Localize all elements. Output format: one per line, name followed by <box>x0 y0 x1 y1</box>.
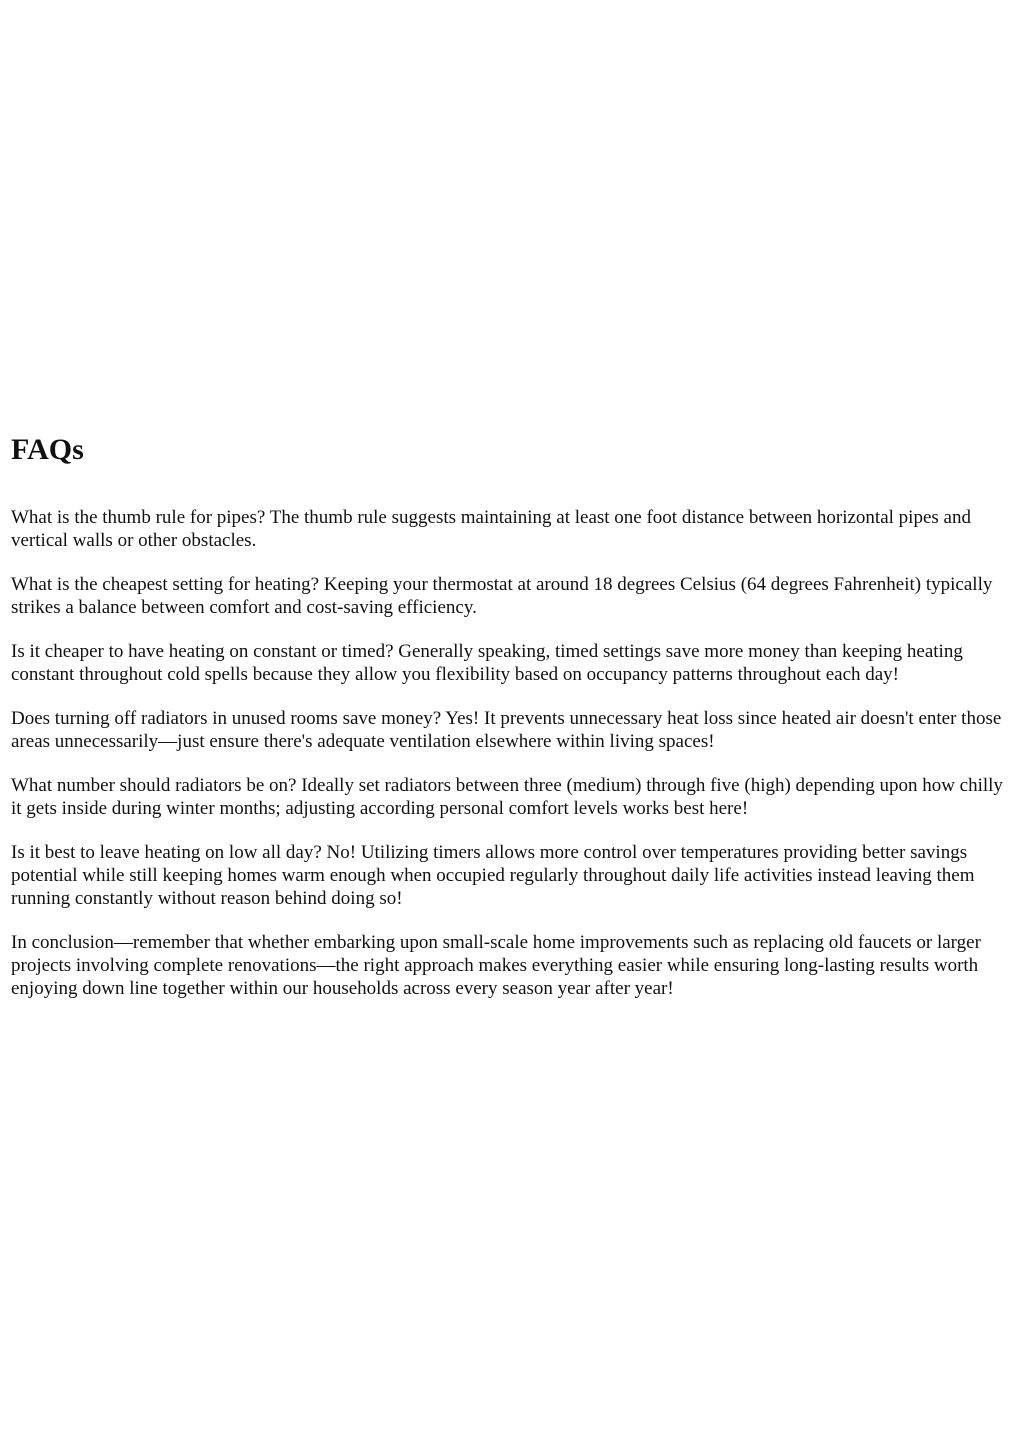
faq-paragraph-low-all-day: Is it best to leave heating on low all day? No! Utilizing timers allows more control over temperatures providing better savings potential while still keeping homes warm enough when occupied regularly throughout daily life activities instead leaving them running constantly without reason behind doing so! <box>11 842 975 909</box>
faq-paragraph-constant-or-timed: Is it cheaper to have heating on constant or timed? Generally speaking, timed settings save more money than keeping heating constant throughout cold spells because they allow you flexibility based on occupancy patterns throughout each day! <box>11 641 963 685</box>
conclusion-paragraph: In conclusion—remember that whether embarking upon small-scale home improvements such as replacing old faucets or larger projects involving complete renovations—the right approach makes everything easier while ensuring long-lasting results worth enjoying down line together within our households across every season year after year! <box>11 932 981 999</box>
section-title: FAQs <box>11 433 84 466</box>
faq-paragraph-unused-rooms: Does turning off radiators in unused rooms save money? Yes! It prevents unnecessary heat loss since heated air doesn't enter those areas unnecessarily—just ensure there's adequate ventilation elsewhere within living spaces! <box>11 708 1002 752</box>
faq-paragraph-cheapest-setting: What is the cheapest setting for heating? Keeping your thermostat at around 18 degrees Celsius (64 degrees Fahrenheit) typically strikes a balance between comfort and cost-saving efficiency. <box>11 574 993 618</box>
faq-paragraph-thumb-rule: What is the thumb rule for pipes? The thumb rule suggests maintaining at least one foot distance between horizontal pipes and vertical walls or other obstacles. <box>11 507 971 551</box>
faq-paragraph-radiator-number: What number should radiators be on? Ideally set radiators between three (medium) through five (high) depending upon how chilly it gets inside during winter months; adjusting according personal comfort levels works best here! <box>11 775 1003 819</box>
faq-section <box>11 424 1015 1021</box>
